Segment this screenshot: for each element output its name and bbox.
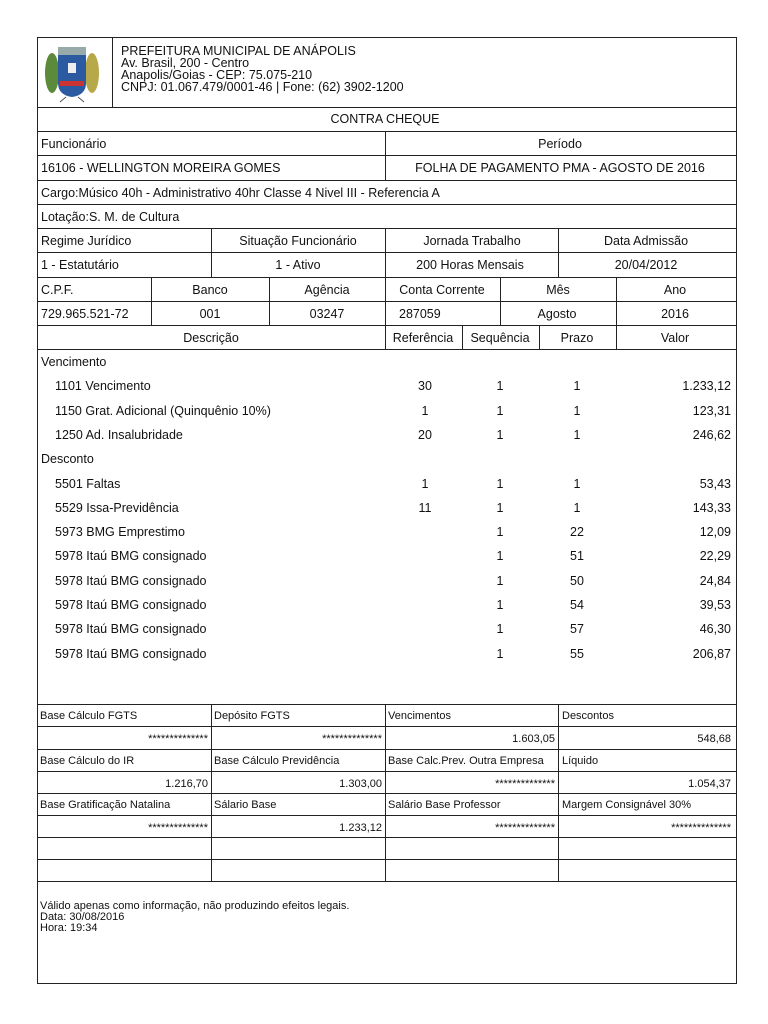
summary-value: 1.603,05 (512, 733, 555, 745)
agencia-value: 03247 (309, 307, 345, 321)
mes-label: Mês (546, 283, 570, 297)
item-sequencia: 1 (496, 598, 504, 612)
item-description: 1250 Ad. Insalubridade (55, 427, 183, 442)
item-prazo: 54 (570, 598, 584, 612)
item-prazo: 1 (573, 427, 581, 442)
summary-value: ************** (495, 778, 555, 790)
item-description: 5978 Itaú BMG consignado (55, 573, 207, 588)
item-valor: 143,33 (692, 500, 731, 515)
item-prazo: 51 (570, 549, 584, 564)
regime-value: 1 - Estatutário (41, 258, 119, 272)
ano-label: Ano (663, 283, 687, 297)
agencia-label: Agência (304, 283, 350, 297)
summary-value: ************** (495, 822, 555, 834)
summary-label: Base Gratificação Natalina (40, 799, 171, 811)
periodo-value: FOLHA DE PAGAMENTO PMA - AGOSTO DE 2016 (415, 161, 705, 175)
col-descricao: Descrição (183, 331, 239, 345)
admissao-value: 20/04/2012 (614, 258, 678, 272)
section-label: Vencimento (41, 355, 107, 369)
footer-time: Hora: 19:34 (40, 922, 98, 934)
summary-value: 1.216,70 (165, 778, 208, 790)
banco-label: Banco (192, 283, 228, 297)
item-referencia: 1 (421, 476, 429, 491)
summary-value: 1.233,12 (339, 822, 382, 834)
org-name: PREFEITURA MUNICIPAL DE ANÁPOLIS (121, 44, 356, 58)
item-prazo: 50 (570, 573, 584, 588)
summary-label: Base Cálculo do IR (40, 755, 135, 767)
summary-label: Descontos (562, 710, 614, 722)
ano-value: 2016 (661, 307, 689, 321)
item-valor: 206,87 (692, 646, 731, 661)
summary-label: Base Cálculo Previdência (214, 755, 340, 767)
summary-label: Base Cálculo FGTS (40, 710, 138, 722)
conta-label: Conta Corrente (399, 283, 485, 297)
item-valor: 123,31 (692, 403, 731, 418)
summary-label: Margem Consignável 30% (562, 799, 692, 811)
item-description: 5973 BMG Emprestimo (55, 525, 185, 540)
item-valor: 12,09 (699, 525, 731, 540)
summary-label: Salário Base Professor (388, 799, 501, 811)
funcionario-label: Funcionário (41, 137, 107, 151)
item-sequencia: 1 (496, 646, 504, 661)
item-prazo: 1 (573, 500, 581, 515)
item-prazo: 57 (570, 622, 584, 637)
item-referencia: 30 (418, 379, 432, 394)
city-crest-logo (44, 41, 100, 103)
item-sequencia: 1 (496, 403, 504, 418)
banco-value: 001 (199, 307, 221, 321)
org-contact: CNPJ: 01.067.479/0001-46 | Fone: (62) 3902-1200 (121, 80, 404, 94)
cpf-label: C.P.F. (41, 283, 74, 297)
item-valor: 39,53 (699, 598, 731, 612)
summary-value: ************** (671, 822, 731, 834)
situacao-value: 1 - Ativo (275, 258, 321, 272)
summary-label: Depósito FGTS (214, 710, 290, 722)
item-description: 1150 Grat. Adicional (Quinquênio 10%) (55, 403, 271, 418)
jornada-label: Jornada Trabalho (423, 234, 521, 248)
mes-value: Agosto (537, 307, 577, 321)
summary-value: ************** (322, 733, 382, 745)
item-sequencia: 1 (496, 525, 504, 540)
item-description: 5978 Itaú BMG consignado (55, 622, 207, 637)
item-valor: 246,62 (692, 427, 731, 442)
item-prazo: 1 (573, 379, 581, 394)
summary-value: 1.054,37 (688, 778, 731, 790)
col-sequencia: Sequência (470, 331, 530, 345)
summary-label: Base Calc.Prev. Outra Empresa (388, 755, 544, 767)
item-description: 5978 Itaú BMG consignado (55, 549, 207, 564)
admissao-label: Data Admissão (603, 234, 689, 248)
col-valor: Valor (660, 331, 690, 345)
item-description: 5978 Itaú BMG consignado (55, 598, 207, 612)
org-address: Av. Brasil, 200 - Centro (121, 56, 250, 70)
item-sequencia: 1 (496, 476, 504, 491)
item-valor: 22,29 (699, 549, 731, 564)
item-description: 5529 Issa-Previdência (55, 500, 179, 515)
summary-label: Sálario Base (214, 799, 277, 811)
situacao-label: Situação Funcionário (239, 234, 357, 248)
org-city: Anapolis/Goias - CEP: 75.075-210 (121, 68, 313, 82)
summary-value: ************** (148, 822, 208, 834)
item-sequencia: 1 (496, 573, 504, 588)
summary-value: ************** (148, 733, 208, 745)
document-title: CONTRA CHEQUE (330, 112, 440, 126)
conta-value: 287059 (399, 307, 441, 321)
item-referencia: 11 (418, 500, 432, 515)
cpf-value: 729.965.521-72 (41, 307, 129, 321)
footer-date: Data: 30/08/2016 (40, 911, 125, 923)
periodo-label: Período (538, 137, 582, 151)
item-sequencia: 1 (496, 500, 504, 515)
item-prazo: 55 (570, 646, 584, 661)
item-valor: 53,43 (699, 476, 731, 491)
jornada-value: 200 Horas Mensais (416, 258, 524, 272)
regime-label: Regime Jurídico (41, 234, 132, 248)
cargo: Cargo:Músico 40h - Administrativo 40hr Classe 4 Nivel III - Referencia A (41, 186, 440, 200)
section-label: Desconto (41, 452, 94, 467)
item-sequencia: 1 (496, 622, 504, 637)
item-referencia: 1 (421, 403, 429, 418)
summary-label: Vencimentos (388, 710, 451, 722)
summary-value: 1.303,00 (339, 778, 382, 790)
col-referencia: Referência (392, 331, 454, 345)
org-header (121, 45, 404, 93)
item-description: 5501 Faltas (55, 476, 121, 491)
summary-label: Líquido (562, 755, 599, 767)
item-valor: 1.233,12 (682, 379, 731, 394)
item-referencia: 20 (418, 427, 432, 442)
footer (40, 901, 349, 934)
item-prazo: 22 (570, 525, 584, 540)
col-prazo: Prazo (560, 331, 594, 345)
item-sequencia: 1 (496, 549, 504, 564)
item-prazo: 1 (573, 476, 581, 491)
footer-note: Válido apenas como informação, não produzindo efeitos legais. (40, 900, 350, 912)
item-sequencia: 1 (496, 379, 504, 394)
item-description: 5978 Itaú BMG consignado (55, 646, 207, 661)
item-valor: 46,30 (699, 622, 731, 637)
summary-value: 548,68 (697, 733, 731, 745)
item-prazo: 1 (573, 403, 581, 418)
item-sequencia: 1 (496, 427, 504, 442)
lotacao: Lotação:S. M. de Cultura (41, 210, 180, 224)
item-description: 1101 Vencimento (55, 379, 151, 394)
item-valor: 24,84 (699, 573, 731, 588)
funcionario-value: 16106 - WELLINGTON MOREIRA GOMES (41, 161, 281, 175)
